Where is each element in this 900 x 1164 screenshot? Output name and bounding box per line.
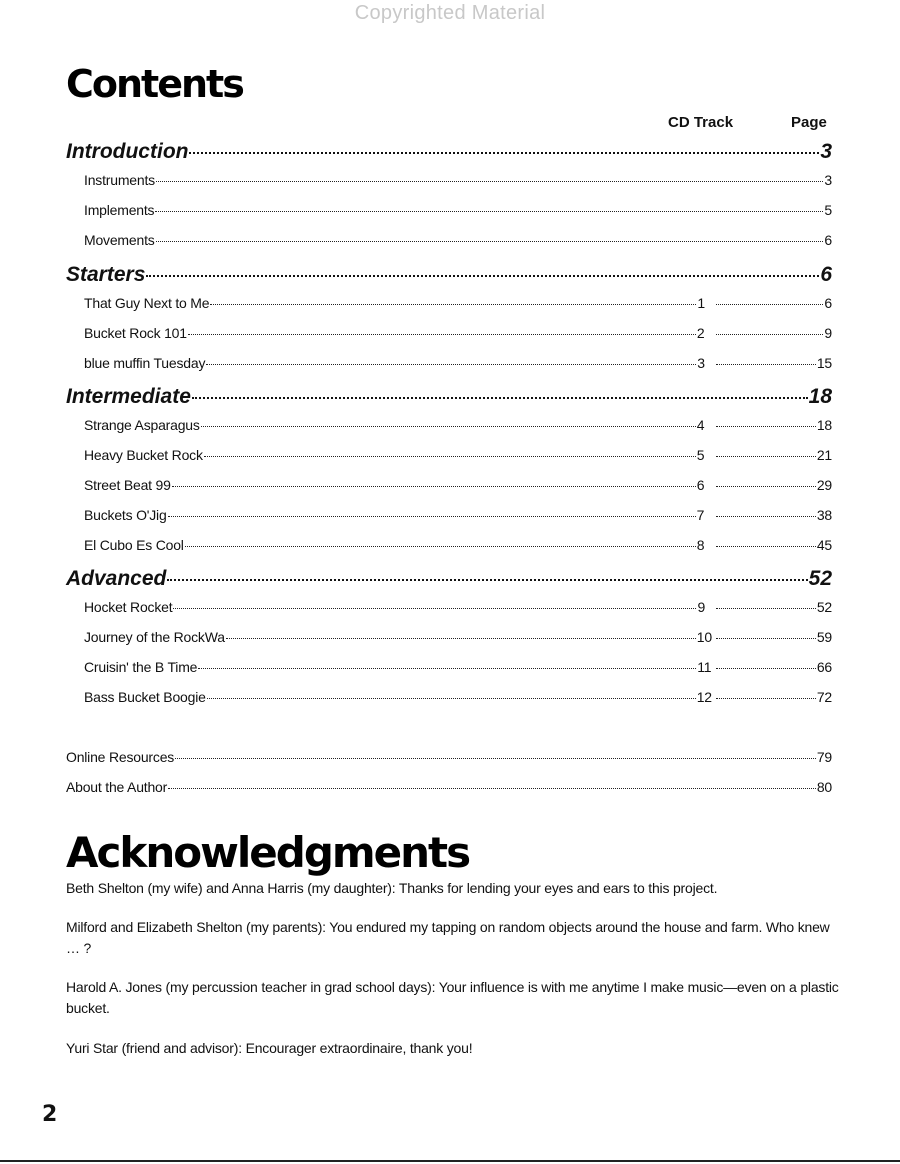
entry-title: Journey of the RockWa: [84, 629, 225, 645]
cd-track-number: 12: [696, 689, 712, 705]
dot-leader: [146, 275, 819, 277]
section-title: Introduction: [66, 140, 189, 163]
toc-entry[interactable]: [0, 325, 900, 341]
dot-leader: [198, 668, 696, 669]
entry-title: Movements: [84, 232, 155, 248]
section-title: Starters: [66, 263, 146, 286]
dot-leader: [167, 579, 807, 581]
entry-page-number: 72: [816, 689, 832, 705]
dot-leader: [716, 364, 816, 365]
toc-entry[interactable]: [0, 295, 900, 311]
entry-page-number: 5: [824, 202, 832, 218]
dot-leader: [201, 426, 696, 427]
page-header: Page: [791, 114, 827, 131]
dot-leader: [716, 638, 816, 639]
dot-leader: [716, 516, 816, 517]
entry-page-number: 29: [816, 477, 832, 493]
toc-entry[interactable]: [0, 507, 900, 523]
entry-page-number: 15: [816, 355, 832, 371]
section-title: Intermediate: [66, 385, 191, 408]
dot-leader: [172, 486, 696, 487]
cd-track-number: 3: [697, 355, 705, 371]
dot-leader: [716, 426, 816, 427]
toc-entry[interactable]: [0, 659, 900, 675]
acknowledgments-heading: Acknowledgments: [66, 828, 470, 877]
entry-page-number: 79: [816, 749, 832, 765]
entry-title: Strange Asparagus: [84, 417, 200, 433]
entry-page-number: 38: [816, 507, 832, 523]
cd-track-number: 8: [696, 537, 705, 553]
dot-leader: [716, 304, 823, 305]
entry-title: About the Author: [66, 779, 168, 795]
dot-leader: [716, 668, 816, 669]
section-page-number: 18: [808, 385, 832, 408]
entry-page-number: 6: [824, 232, 832, 248]
entry-title: Hocket Rocket: [84, 599, 173, 615]
bottom-border: [0, 1160, 900, 1162]
entry-title: Bass Bucket Boogie: [84, 689, 206, 705]
cd-track-number: 5: [696, 447, 705, 463]
dot-leader: [192, 397, 808, 399]
toc-entry[interactable]: [0, 629, 900, 645]
cd-track-number: 7: [696, 507, 705, 523]
entry-page-number: 6: [824, 295, 832, 311]
dot-leader: [189, 152, 819, 154]
dot-leader: [716, 456, 816, 457]
entry-page-number: 59: [816, 629, 832, 645]
contents-heading: Contents: [66, 62, 243, 106]
toc-entry[interactable]: [0, 447, 900, 463]
entry-page-number: 45: [816, 537, 832, 553]
watermark-text: Copyrighted Material: [354, 2, 546, 24]
section-page-number: 3: [820, 140, 832, 163]
acknowledgment-paragraph: Harold A. Jones (my percussion teacher in grad school days): Your influence is with me anytime I make music—even on a plastic bucket.: [66, 979, 839, 1016]
acknowledgment-paragraph: Beth Shelton (my wife) and Anna Harris (my daughter): Thanks for lending your eyes and ears to this project.: [66, 880, 718, 896]
entry-title: blue muffin Tuesday: [84, 355, 206, 371]
dot-leader: [207, 698, 696, 699]
toc-entry[interactable]: [0, 689, 900, 705]
entry-page-number: 66: [816, 659, 832, 675]
cd-track-number: 1: [697, 295, 705, 311]
cd-track-number: 4: [696, 417, 705, 433]
cd-track-number: 10: [696, 629, 712, 645]
entry-title: Bucket Rock 101: [84, 325, 187, 341]
entry-page-number: 80: [816, 779, 832, 795]
cd-track-number: 11: [697, 659, 712, 675]
entry-title: Buckets O'Jig: [84, 507, 167, 523]
toc-entry[interactable]: [0, 355, 900, 371]
toc-entry[interactable]: [0, 232, 900, 248]
entry-page-number: 18: [816, 417, 832, 433]
toc-entry[interactable]: [0, 172, 900, 188]
toc-entry[interactable]: [0, 537, 900, 553]
entry-title: Street Beat 99: [84, 477, 171, 493]
dot-leader: [206, 364, 696, 365]
toc-section-introduction[interactable]: [0, 140, 900, 164]
entry-page-number: 21: [816, 447, 832, 463]
toc-entry[interactable]: [0, 477, 900, 493]
dot-leader: [716, 486, 816, 487]
dot-leader: [175, 758, 816, 759]
dot-leader: [716, 546, 816, 547]
section-title: Advanced: [66, 567, 167, 590]
toc-entry[interactable]: [0, 599, 900, 615]
page-number: 2: [42, 1102, 58, 1127]
dot-leader: [716, 698, 816, 699]
toc-entry[interactable]: [0, 417, 900, 433]
entry-title: Online Resources: [66, 749, 175, 765]
dot-leader: [168, 788, 816, 789]
section-page-number: 6: [820, 263, 832, 286]
acknowledgment-paragraph: Milford and Elizabeth Shelton (my parents): You endured my tapping on random objects around the house and farm. Who knew … ?: [66, 919, 830, 956]
entry-title: Instruments: [84, 172, 155, 188]
cd-track-number: 2: [696, 325, 705, 341]
dot-leader: [156, 181, 823, 182]
dot-leader: [185, 546, 696, 547]
toc-section-advanced[interactable]: [0, 567, 900, 591]
toc-back-matter-entry[interactable]: [0, 779, 900, 795]
toc-section-starters[interactable]: [0, 263, 900, 287]
dot-leader: [226, 638, 696, 639]
dot-leader: [168, 516, 696, 517]
entry-page-number: 9: [824, 325, 832, 341]
toc-back-matter-entry[interactable]: [0, 749, 900, 765]
entry-title: Cruisin' the B Time: [84, 659, 198, 675]
section-page-number: 52: [808, 567, 832, 590]
entry-title: Heavy Bucket Rock: [84, 447, 203, 463]
acknowledgment-paragraph: Yuri Star (friend and advisor): Encourager extraordinaire, thank you!: [66, 1040, 473, 1056]
toc-section-intermediate[interactable]: [0, 385, 900, 409]
dot-leader: [173, 608, 696, 609]
dot-leader: [204, 456, 696, 457]
entry-page-number: 3: [824, 172, 832, 188]
toc-column-headers: [0, 114, 900, 134]
cd-track-number: 9: [697, 599, 706, 615]
entry-title: Implements: [84, 202, 155, 218]
dot-leader: [155, 211, 823, 212]
cd-track-number: 6: [696, 477, 705, 493]
dot-leader: [188, 334, 696, 335]
toc-entry[interactable]: [0, 202, 900, 218]
entry-page-number: 52: [816, 599, 832, 615]
entry-title: That Guy Next to Me: [84, 295, 210, 311]
dot-leader: [210, 304, 696, 305]
dot-leader: [716, 334, 824, 335]
cd-track-header: CD Track: [668, 114, 734, 131]
entry-title: El Cubo Es Cool: [84, 537, 184, 553]
dot-leader: [156, 241, 824, 242]
dot-leader: [716, 608, 815, 609]
